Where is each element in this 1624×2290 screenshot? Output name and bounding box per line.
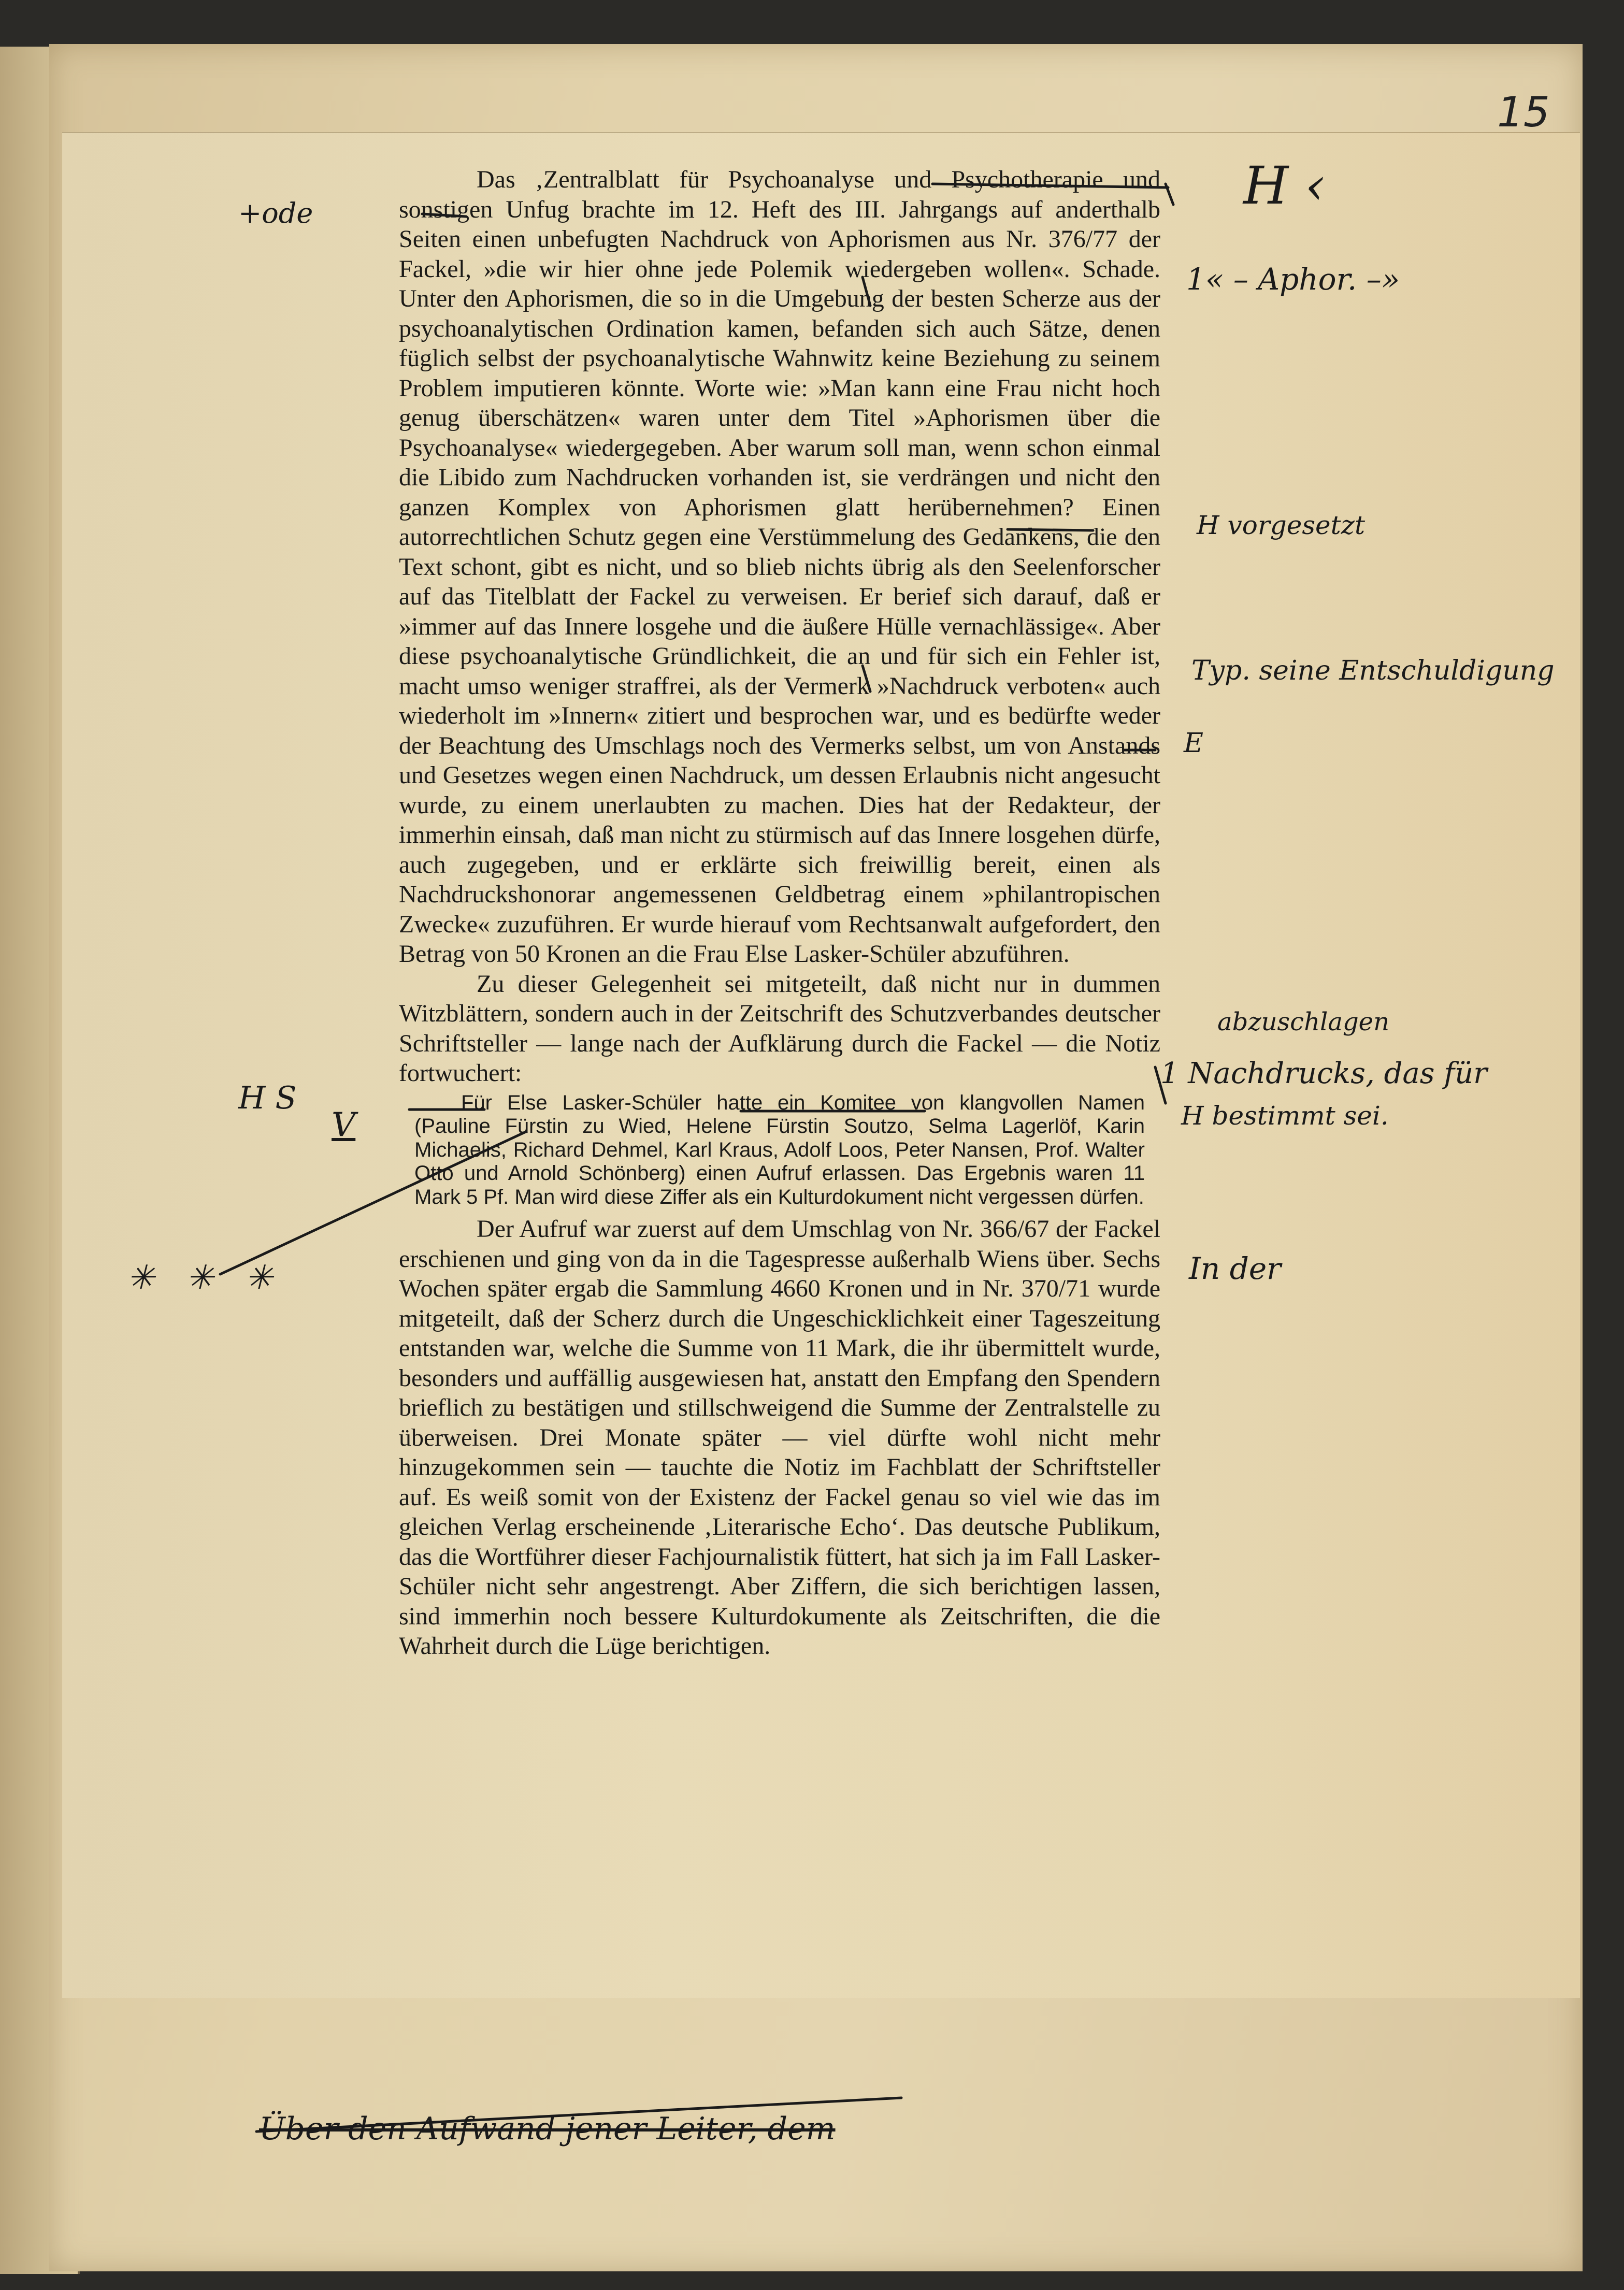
bottom-strike-line [256, 2098, 901, 2131]
note-5c: H bestimmt sei. [1181, 1101, 1389, 1131]
caret-wir [863, 277, 870, 306]
insertion-stars: ✳ ✳ ✳ [127, 1259, 283, 1297]
note-bottom-struck: Über den Aufwand jener Leiter, dem [259, 2111, 836, 2147]
paragraph-3: Der Aufruf war zuerst auf dem Umschlag von Nr. 366/67 der Fackel erschienen und ging von da in die Tagespresse außerhalb Wiens über. Sechs Wochen später ergab die Sammlung 4660 Kronen und in Nr. 370/71 wurde mitgeteilt, daß der Scherz durch die Ungeschicklichkeit einer Tageszeitung entstanden war, welche die Summe von 11 Mark, die ihr übermittelt wurde, besonders und auffällig ausgewiesen hat, anstatt den Empfang den Spendern brieflich zu bestätigen und stillschweigend die Summe der Zentralstelle zu überweisen. Drei Monate später — viel dürfte wohl nicht mehr hinzugekommen sein — tauchte die Notiz im Fachblatt der Schriftsteller auf. Es weiß somit von der Existenz der Fackel genau so viel wie das im gleichen Verlag erscheinende ‚Literarische Echo‘. Das deutsche Publikum, das die Wortführer dieser Fachjournalistik füttert, hat sich ja im Fall Lasker-Schüler nicht sehr angestrengt. Aber Ziffern, die sich berichtigen lassen, sind immerhin noch bessere Kulturdokumente als Zeitschriften, die die Wahrheit durch die Lüge berichtigen. [399, 1215, 1160, 1660]
note-left-hs: H S [238, 1080, 297, 1116]
note-6: In der [1189, 1251, 1281, 1286]
paragraph-1: Das ‚Zentralblatt für Psychoanalyse und Psychotherapie und sonstigen Unfug brachte im 12. Heft des III. Jahrgangs auf anderthalb Seiten einen unbefugten Nachdruck von Aphorismen aus Nr. 376/77 der Fackel, »die wir hier ohne jede Polemik wiedergeben wollen«. Schade. Unter den Aphorismen, die so in die Umgebung der besten Scherze aus der psychoanalytischen Ordination kamen, befanden sich auch Sätze, denen füglich selbst der psychoanalytische Wahnwitz keine Beziehung zu seinem Problem imputieren könnte. Worte wie: »Man kann eine Frau nicht hoch genug überschätzen« waren unter dem Titel »Aphorismen über die Psychoanalyse« wiedergegeben. Aber warum soll man, wenn schon einmal die Libido zum Nachdrucken vorhanden ist, sie verdrängen und nicht den ganzen Komplex von Aphorismen glatt herübernehmen? Einen autorrechtlichen Schutz gegen eine Verstümmelung des Gedankens, die den Text schont, gibt es nicht, und so blieb nichts übrig als den Seelenforscher auf das Titelblatt der Fackel zu verweisen. Er berief sich darauf, daß er »immer auf das Innere losgehe und die äußere Hülle vernachlässige«. Aber diese psychoanalytische Gründlichkeit, die an und für sich ein Fehler ist, macht umso weniger straffrei, als der Vermerk »Nachdruck verboten« auch wiederholt im »Innern« zitiert und besprochen war, und es bedürfte weder der Beachtung des Umschlags noch des Vermerks selbst, um von Anstands und Gesetzes wegen einen Nachdruck, um dessen Erlaubnis nicht angesucht wurde, zu einem unerlaubten zu machen. Dies hat der Redakteur, der immerhin einsah, daß man nicht zu stürmisch auf das Innere losgehen dürfe, auch zugegeben, und er erklärte sich freiwillig bereit, einen als Nachdruckshonorar angemessenen Geldbetrag einem »philantropischen Zwecke« zuzuführen. Er wurde hierauf vom Rechtsanwalt aufgefordert, den Betrag von 50 Kronen an die Frau Else Lasker-Schüler abzuführen. [399, 166, 1160, 968]
note-top-left: +ode [238, 197, 313, 229]
folio-number: 15 [1497, 88, 1550, 136]
end-slash-1 [1166, 184, 1173, 205]
note-5b: 1 Nachdrucks, das für [1160, 1057, 1487, 1090]
caret-zuzufuehren [1155, 1067, 1166, 1103]
caret-sich [863, 666, 870, 692]
note-3: Typ. seine Entschuldigung [1191, 655, 1555, 686]
note-4: E [1184, 728, 1203, 759]
insertion-line [220, 1132, 526, 1274]
strike-psychotherapie [932, 184, 1168, 188]
note-1: 1« – Aphor. –» [1186, 262, 1400, 297]
note-left-v: V [332, 1106, 356, 1144]
paragraph-2: Zu dieser Gelegenheit sei mitgeteilt, daß nicht nur in dummen Witzblättern, sondern auch in der Zeitschrift des Schutzverbandes deutscher Schriftsteller — lange nach der Aufklärung durch die Fackel — die Notiz fortwuchert: [399, 970, 1160, 1087]
block-quote: Für Else Lasker-Schüler hatte ein Komitee von klangvollen Namen (Pauline Fürstin zu Wied, Helene Fürstin Soutzo, Selma Lagerlöf, Karin Michaelis, Richard Dehmel, Karl Kraus, Adolf Loos, Peter Nansen, Prof. Walter Otto und Arnold Schönberg) einen Aufruf erlassen. Das Ergebnis waren 11 Mark 5 Pf. Man wird diese Ziffer als ein Kulturdokument nicht vergessen dürfen. [414, 1091, 1145, 1208]
strike-vorhanden [1008, 529, 1093, 530]
strike-und [422, 214, 466, 217]
note-top-right: H ‹ [1243, 155, 1326, 216]
note-2: H vorgesetzt [1197, 510, 1366, 540]
note-5a: abzuschlagen [1217, 1007, 1389, 1036]
